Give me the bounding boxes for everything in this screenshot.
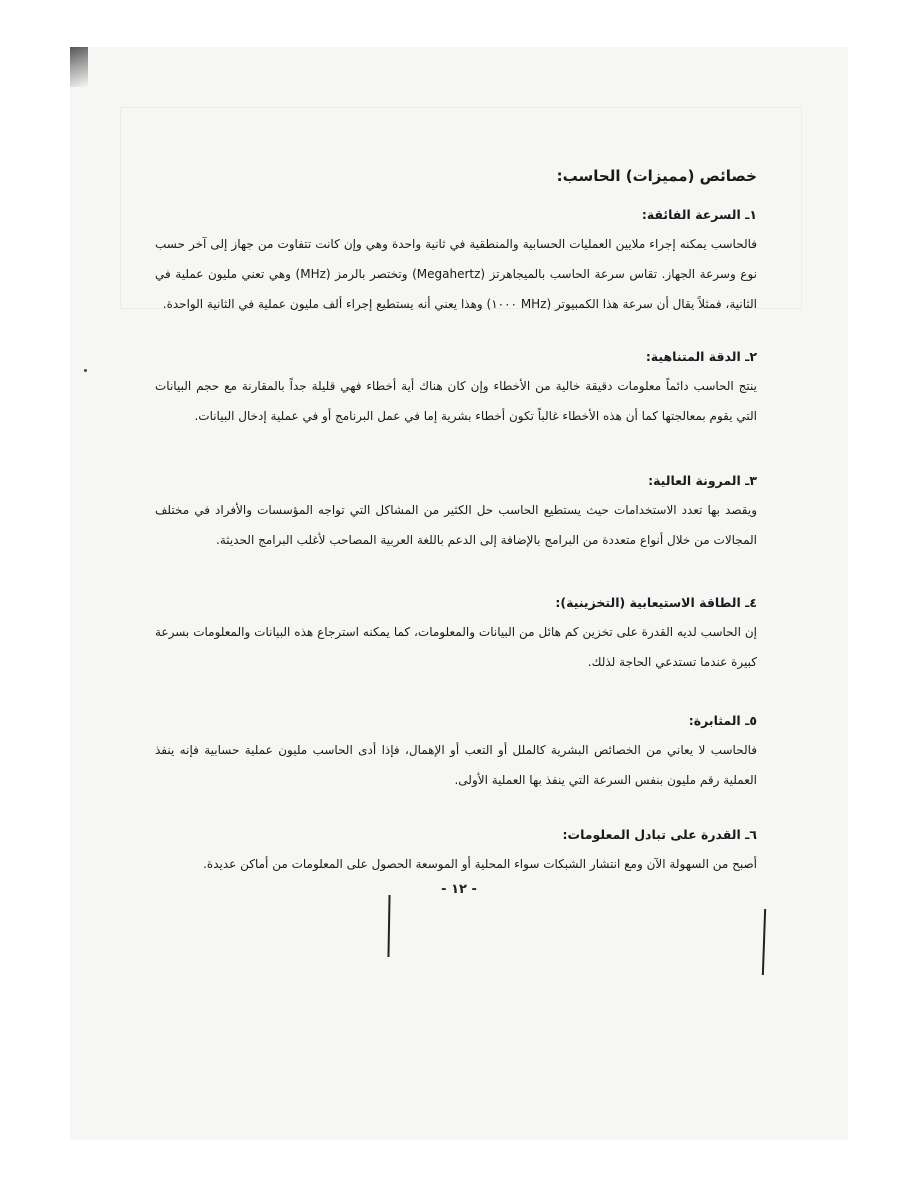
section-accuracy: [155, 347, 757, 431]
pen-mark-right: [762, 909, 766, 975]
scan-corner-shadow: [70, 47, 88, 87]
section-heading: ٥ـ المثابرة:: [688, 713, 757, 728]
section-heading: ١ـ السرعة الفائقة:: [641, 207, 757, 222]
pen-mark-left: [387, 895, 390, 957]
section-body: أصبح من السهولة الآن ومع انتشار الشبكات سواء المحلية أو الموسعة الحصول على المعلومات من أماكن عديدة.: [203, 857, 757, 871]
section-persistence: [155, 711, 757, 795]
document-page: [70, 47, 848, 1140]
section-body: فالحاسب يمكنه إجراء ملايين العمليات الحسابية والمنطقية في ثانية واحدة وهي وإن كانت تتفاوت من جهاز إلى آخر حسب نوع وسرعة الجهاز. تقاس سرعة الحاسب بالميجاهرتز (Megahertz) وتختصر بالرمز (MHz) وهي تعني مليون عملية في الثانية، فمثلاً يقال أن سرعة هذا الكمبيوتر (MHz ١٠٠٠) وهذا يعني أنه يستطيع إجراء ألف مليون عملية في الثانية الواحدة.: [155, 237, 757, 311]
page-number: - ١٢ -: [441, 882, 477, 897]
section-body: ينتج الحاسب دائماً معلومات دقيقة خالية من الأخطاء وإن كان هناك أية أخطاء فهي قليلة جداً بالمقارنة مع حجم البيانات التي يقوم بمعالجتها كما أن هذه الأخطاء غالباً تكون أخطاء بشرية إما في عمل البرنامج أو في عملية إدخال البيانات.: [155, 379, 757, 423]
section-body: فالحاسب لا يعاني من الخصائص البشرية كالملل أو التعب أو الإهمال، فإذا أدى الحاسب مليون عملية حسابية فإنه ينفذ العملية رقم مليون بنفس السرعة التي ينفذ بها العملية الأولى.: [155, 743, 757, 787]
section-information-exchange: [155, 825, 757, 879]
section-body: ويقصد بها تعدد الاستخدامات حيث يستطيع الحاسب حل الكثير من المشاكل التي تواجه المؤسسات والأفراد في مختلف المجالات من خلال أنواع متعددة من البرامج بالإضافة إلى الدعم باللغة العربية المصاحب لأغلب البرامج الحديثة.: [155, 503, 757, 547]
section-heading: ٤ـ الطاقة الاستيعابية (التخزينية):: [555, 595, 757, 610]
section-heading: ٣ـ المرونة العالية:: [648, 473, 757, 488]
section-speed: [155, 205, 757, 319]
section-flexibility: [155, 471, 757, 555]
document-title: خصائص (مميزات) الحاسب:: [556, 167, 757, 185]
document-content: [155, 167, 757, 879]
section-heading: ٢ـ الدقة المتناهية:: [645, 349, 757, 364]
section-heading: ٦ـ القدرة على تبادل المعلومات:: [562, 827, 757, 842]
section-storage-capacity: [155, 593, 757, 677]
scan-speck: [84, 369, 87, 372]
section-body: إن الحاسب لديه القدرة على تخزين كم هائل من البيانات والمعلومات، كما يمكنه استرجاع هذه البيانات والمعلومات بسرعة كبيرة عندما تستدعي الحاجة لذلك.: [155, 625, 757, 669]
